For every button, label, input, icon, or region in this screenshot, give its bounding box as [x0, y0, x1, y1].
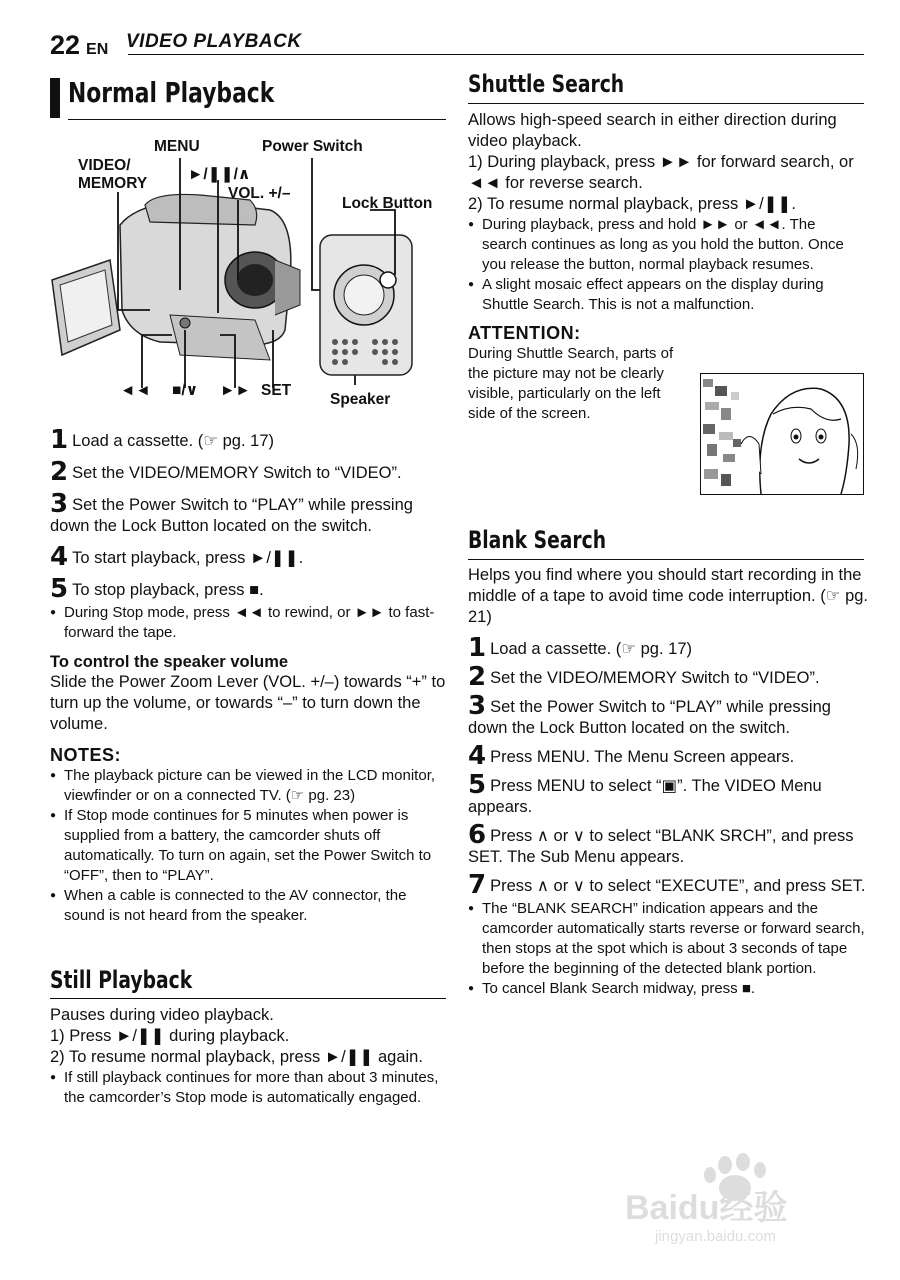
blank-rule [468, 559, 864, 560]
speaker-volume-title: To control the speaker volume [50, 653, 289, 671]
note-item: ● If Stop mode continues for 5 minutes when power is supplied from a battery, the camcorder shuts off automatically. To turn on again, set the Power Switch to “OFF”, then to “PLAY”. [50, 806, 450, 886]
step-1: 1 Load a cassette. (☞ pg. 17) [50, 425, 275, 455]
blank-step-7: 7 Press ∧ or ∨ to select “EXECUTE”, and press SET. [468, 870, 866, 900]
camcorder-illustration [50, 130, 450, 420]
mosaic-illustration [700, 373, 864, 495]
blank-step-6: 6 Press ∧ or ∨ to select “BLANK SRCH”, and press SET. The Sub Menu appears. [468, 820, 854, 866]
step-4: 4 To start playback, press ►/❚❚. [50, 542, 304, 572]
shuttle-bullet: ● During playback, press and hold ►► or ◄◄. The search continues as long as you hold the button. Once you release the button, normal playback resumes. [468, 215, 864, 275]
blank-step-4: 4 Press MENU. The Menu Screen appears. [468, 741, 795, 771]
label-lock-button: Lock Button [342, 195, 433, 212]
normal-steps [50, 425, 450, 926]
still-rule [50, 998, 446, 999]
still-content [50, 1005, 450, 1108]
label-fast-forward: ►► [220, 382, 251, 399]
still-step-2: 2) To resume normal playback, press ►/❚❚ again. [50, 1048, 423, 1066]
label-rewind: ◄◄ [120, 382, 151, 399]
shuttle-step-2: 2) To resume normal playback, press ►/❚❚. [468, 195, 796, 213]
note-item: ● The playback picture can be viewed in the LCD monitor, viewfinder or on a connected TV. (☞ pg. 23) [50, 766, 450, 806]
label-play-pause: ►/❚❚/∧ [188, 166, 251, 183]
heading-rule [68, 119, 446, 120]
watermark-url: jingyan.baidu.com [655, 1228, 776, 1245]
still-intro: Pauses during video playback. [50, 1006, 274, 1024]
still-playback-title: Still Playback [50, 966, 193, 994]
blank-step-3: 3 Set the Power Switch to “PLAY” while pressing down the Lock Button located on the switch. [468, 691, 831, 737]
blank-intro: Helps you find where you should start recording in the middle of a tape to avoid time code interruption. (☞ pg. 21) [468, 566, 869, 626]
label-speaker: Speaker [330, 391, 391, 408]
attention-title: ATTENTION: [468, 323, 581, 343]
baidu-watermark [615, 1150, 845, 1250]
mosaic-face-drawing [701, 374, 863, 494]
shuttle-rule [468, 103, 864, 104]
label-set: SET [261, 382, 292, 399]
shuttle-intro: Allows high-speed search in either direction during video playback. [468, 111, 837, 150]
notes-title: NOTES: [50, 745, 122, 765]
step-5: 5 To stop playback, press ■. [50, 574, 264, 604]
note-item: ● When a cable is connected to the AV connector, the sound is not heard from the speaker. [50, 886, 450, 926]
shuttle-step-1: 1) During playback, press ►► for forward search, or ◄◄ for reverse search. [468, 153, 854, 192]
step-2: 2 Set the VIDEO/MEMORY Switch to “VIDEO”. [50, 457, 402, 487]
normal-playback-title: Normal Playback [68, 76, 275, 109]
header-rule [128, 54, 864, 55]
blank-step-5: 5 Press MENU to select “▣”. The VIDEO Menu appears. [468, 770, 822, 816]
speaker-volume-text: Slide the Power Zoom Lever (VOL. +/–) towards “+” to turn up the volume, or towards “–” to turn down the volume. [50, 673, 446, 733]
label-stop: ■/∨ [172, 382, 199, 399]
step5-bullet: ● During Stop mode, press ◄◄ to rewind, or ►► to fast-forward the tape. [50, 603, 450, 643]
step-3: 3 Set the Power Switch to “PLAY” while pressing down the Lock Button located on the switch. [50, 489, 413, 535]
blank-step-1: 1 Load a cassette. (☞ pg. 17) [468, 633, 693, 663]
section-header: VIDEO PLAYBACK [126, 31, 302, 52]
heading-bar [50, 78, 60, 118]
attention-text: During Shuttle Search, parts of the picture may not be clearly visible, particularly on the left side of the screen. [468, 345, 674, 422]
label-power-switch: Power Switch [262, 138, 363, 155]
watermark-brand: Baidu经验 [625, 1189, 788, 1227]
blank-bullet: ● To cancel Blank Search midway, press ■. [468, 979, 868, 999]
still-bullet: ● If still playback continues for more than about 3 minutes, the camcorder’s Stop mode is automatically engaged. [50, 1068, 450, 1108]
language-code: EN [86, 41, 109, 58]
shuttle-bullet: ● A slight mosaic effect appears on the display during Shuttle Search. This is not a malfunction. [468, 275, 864, 315]
label-video-memory: VIDEO/ MEMORY [78, 157, 148, 192]
shuttle-search-title: Shuttle Search [468, 70, 625, 98]
blank-step-2: 2 Set the VIDEO/MEMORY Switch to “VIDEO”. [468, 662, 820, 692]
page-number: 22 EN [50, 30, 109, 60]
blank-search-title: Blank Search [468, 526, 607, 554]
still-step-1: 1) Press ►/❚❚ during playback. [50, 1027, 290, 1045]
blank-content [468, 565, 868, 999]
label-menu: MENU [154, 138, 200, 155]
label-vol: VOL. +/– [228, 185, 291, 202]
blank-bullet: ● The “BLANK SEARCH” indication appears and the camcorder automatically starts reverse or forward search, then stops at the spot which is about 3 seconds of tape before the beginning of the detected blank portion. [468, 899, 868, 979]
